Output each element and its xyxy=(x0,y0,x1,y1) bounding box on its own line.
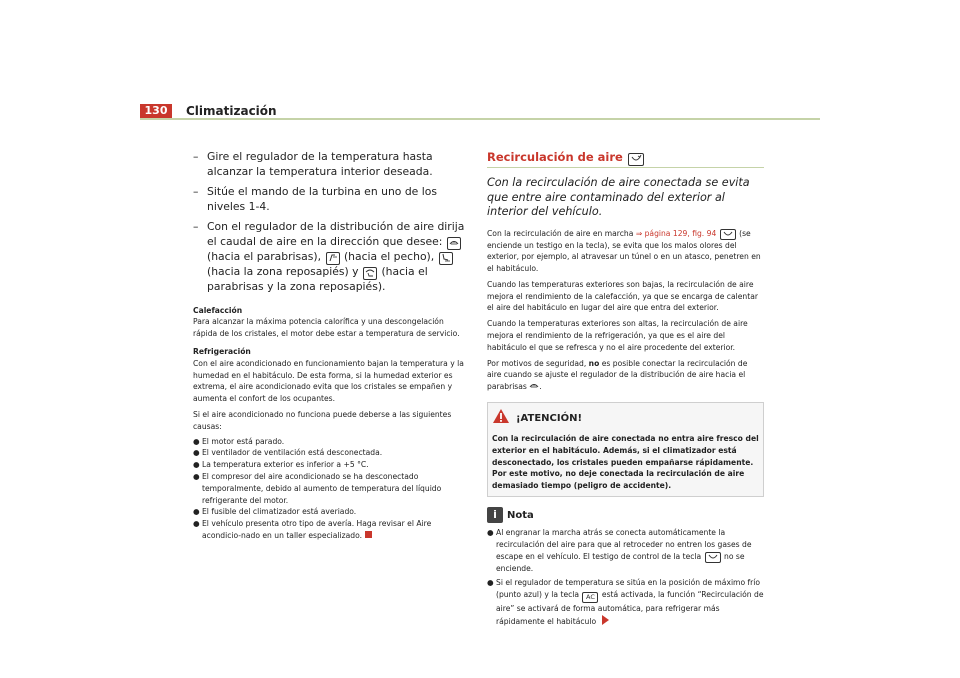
list-item xyxy=(193,447,470,459)
section-title: Recirculación de aire xyxy=(487,150,623,164)
step-text: (hacia el parabrisas), xyxy=(207,249,322,263)
bullet: ● xyxy=(487,528,494,538)
bullet: ● xyxy=(487,578,494,588)
paragraph: Cuando las temperaturas exteriores son bajas, la recirculación de aire mejora el rendimiento de la calefacción, ya que se encarga de calentar el aire del habitáculo en lugar del aire que entra del exterior. xyxy=(487,279,758,313)
list-item-text: El ventilador de ventilación está desconectada. xyxy=(202,448,383,458)
bullet: ● xyxy=(193,471,200,481)
cooling-causes-intro: Si el aire acondicionado no funciona puede deberse a las siguientes causas: xyxy=(193,409,452,431)
step-text: Con el regulador de la distribución de aire dirija el caudal de aire en la dirección que desee: xyxy=(207,220,465,248)
bullet: ● xyxy=(193,519,200,529)
page-reference-link[interactable]: ⇒ página 129, fig. 94 xyxy=(635,228,717,238)
ac-key: AC xyxy=(582,592,598,603)
heating-section xyxy=(193,305,470,340)
heating-title: Calefacción xyxy=(193,305,243,315)
step-dash: – xyxy=(193,150,199,163)
paragraph-text: (se enciende un testigo en la tecla), se evita que los malos olores del exterior, por ejemplo, al atravesar un túnel o en un atasco, penetren en el habitáculo. xyxy=(487,228,761,274)
paragraph-text: . xyxy=(539,382,542,392)
header-rule xyxy=(140,118,820,120)
list-item-text: El fusible del climatizador está averiado. xyxy=(202,507,357,517)
section-heading xyxy=(487,150,764,166)
heating-text: Para alcanzar la máxima potencia calorífica y una descongelación rápida de los cristales, el motor debe estar a temperatura de servicio. xyxy=(193,317,460,339)
warning-header xyxy=(492,408,759,428)
list-item xyxy=(487,577,764,627)
paragraph: Cuando la temperaturas exteriores son altas, la recirculación de aire mejora el rendimiento de la refrigeración, ya que es el aire del habitáculo el que se refresca y no el aire procedente del exterior. xyxy=(487,319,748,352)
section-rule xyxy=(487,167,764,168)
warning-title: ¡ATENCIÓN! xyxy=(516,412,583,424)
continue-arrow-icon xyxy=(602,615,609,625)
end-square-icon xyxy=(365,531,372,538)
list-item-text: no se enciende. xyxy=(496,551,745,573)
bullet: ● xyxy=(193,460,200,470)
list-item-text: está activada, la función “Recirculación de aire” se activará de forma automática, para refrigerar más rápidamente el habitáculo xyxy=(496,590,764,627)
cooling-text: Con el aire acondicionado en funcionamiento bajan la temperatura y la humedad en el habitáculo. De esta forma, si la humedad exterior es extrema, el aire acondicionado evita que los cristales se empañen y aumenta el confort de los ocupantes. xyxy=(193,358,464,404)
emphasis-text: no xyxy=(588,358,600,368)
paragraph-text: Por motivos de seguridad, xyxy=(487,358,587,368)
bullet: ● xyxy=(193,507,200,517)
cooling-section xyxy=(193,346,470,542)
paragraph xyxy=(487,358,764,394)
step-dash: – xyxy=(193,185,199,199)
bullet: ● xyxy=(193,448,200,458)
list-item-text: El vehículo presenta otro tipo de avería. Haga revisar el Aire acondicio-nado en un taller especializado. xyxy=(202,519,432,540)
paragraph xyxy=(487,228,764,275)
step-text: (hacia el pecho), xyxy=(343,249,435,263)
list-item-text: La temperatura exterior es inferior a +5 °C. xyxy=(202,460,369,470)
list-item xyxy=(193,436,470,448)
warning-box xyxy=(487,402,764,497)
note-header xyxy=(487,507,764,523)
step-text: (hacia el parabrisas y la zona reposapiés). xyxy=(207,264,428,293)
recirculation-icon xyxy=(720,229,736,240)
paragraph-text: es posible conectar la recirculación de aire cuando se ajuste el regulador de la distribución de aire hacia el parabrisas xyxy=(487,358,748,392)
list-item xyxy=(487,527,764,574)
instruction-step xyxy=(193,220,470,294)
section-subtitle: Con la recirculación de aire conectada se evita que entre aire contaminado del exterior al interior del vehículo. xyxy=(487,176,750,218)
list-item xyxy=(193,471,470,506)
note-title: Nota xyxy=(507,509,534,521)
instruction-step xyxy=(193,150,470,179)
info-icon: i xyxy=(487,507,503,523)
list-item-text: El motor está parado. xyxy=(202,436,285,446)
list-item-text: Si el regulador de temperatura se sitúa en la posición de máximo frío (punto azul) y la tecla xyxy=(496,578,761,600)
list-item-text: Al engranar la marcha atrás se conecta automáticamente la recirculación del aire para que al retroceder no entren los gases de escape en el vehículo. El testigo de control de la tecla xyxy=(496,528,752,561)
list-item xyxy=(193,506,470,518)
bullet: ● xyxy=(193,436,200,446)
windshield-icon xyxy=(529,382,542,394)
step-text: (hacia la zona reposapiés) y xyxy=(207,264,359,278)
page-header-title: Climatización xyxy=(186,104,277,118)
chest-vent-icon xyxy=(326,252,340,265)
step-text: Gire el regulador de la temperatura hasta alcanzar la temperatura interior deseada. xyxy=(207,150,433,178)
left-column xyxy=(193,150,470,542)
footwell-icon xyxy=(439,252,453,265)
step-text: Sitúe el mando de la turbina en uno de los niveles 1-4. xyxy=(207,185,437,213)
windshield-footwell-icon xyxy=(363,267,377,280)
list-item xyxy=(193,459,470,471)
paragraph-text: Con la recirculación de aire en marcha xyxy=(487,228,634,238)
warning-text: Con la recirculación de aire conectada no entra aire fresco del exterior en el habitáculo. Además, si el climatizador está desconectado, los cristales pueden empañarse rápidamente. Por este motivo, no deje conectada la recirculación de aire demasiado tiempo (peligro de accidente). xyxy=(492,434,759,491)
right-column xyxy=(487,150,764,628)
warning-triangle-icon xyxy=(492,408,510,428)
causes-list xyxy=(193,436,470,542)
list-item-text: El compresor del aire acondicionado se ha desconectado temporalmente, debido al aumento de temperatura del líquido refrigerante del motor. xyxy=(202,471,442,505)
recirculation-icon xyxy=(705,552,721,563)
recirculation-icon xyxy=(628,153,644,166)
page-number: 130 xyxy=(140,104,172,118)
instruction-step xyxy=(193,185,470,214)
list-item xyxy=(193,518,470,542)
note-list xyxy=(487,527,764,628)
windshield-icon xyxy=(447,237,461,250)
cooling-title: Refrigeración xyxy=(193,346,251,356)
step-dash: – xyxy=(193,220,199,234)
